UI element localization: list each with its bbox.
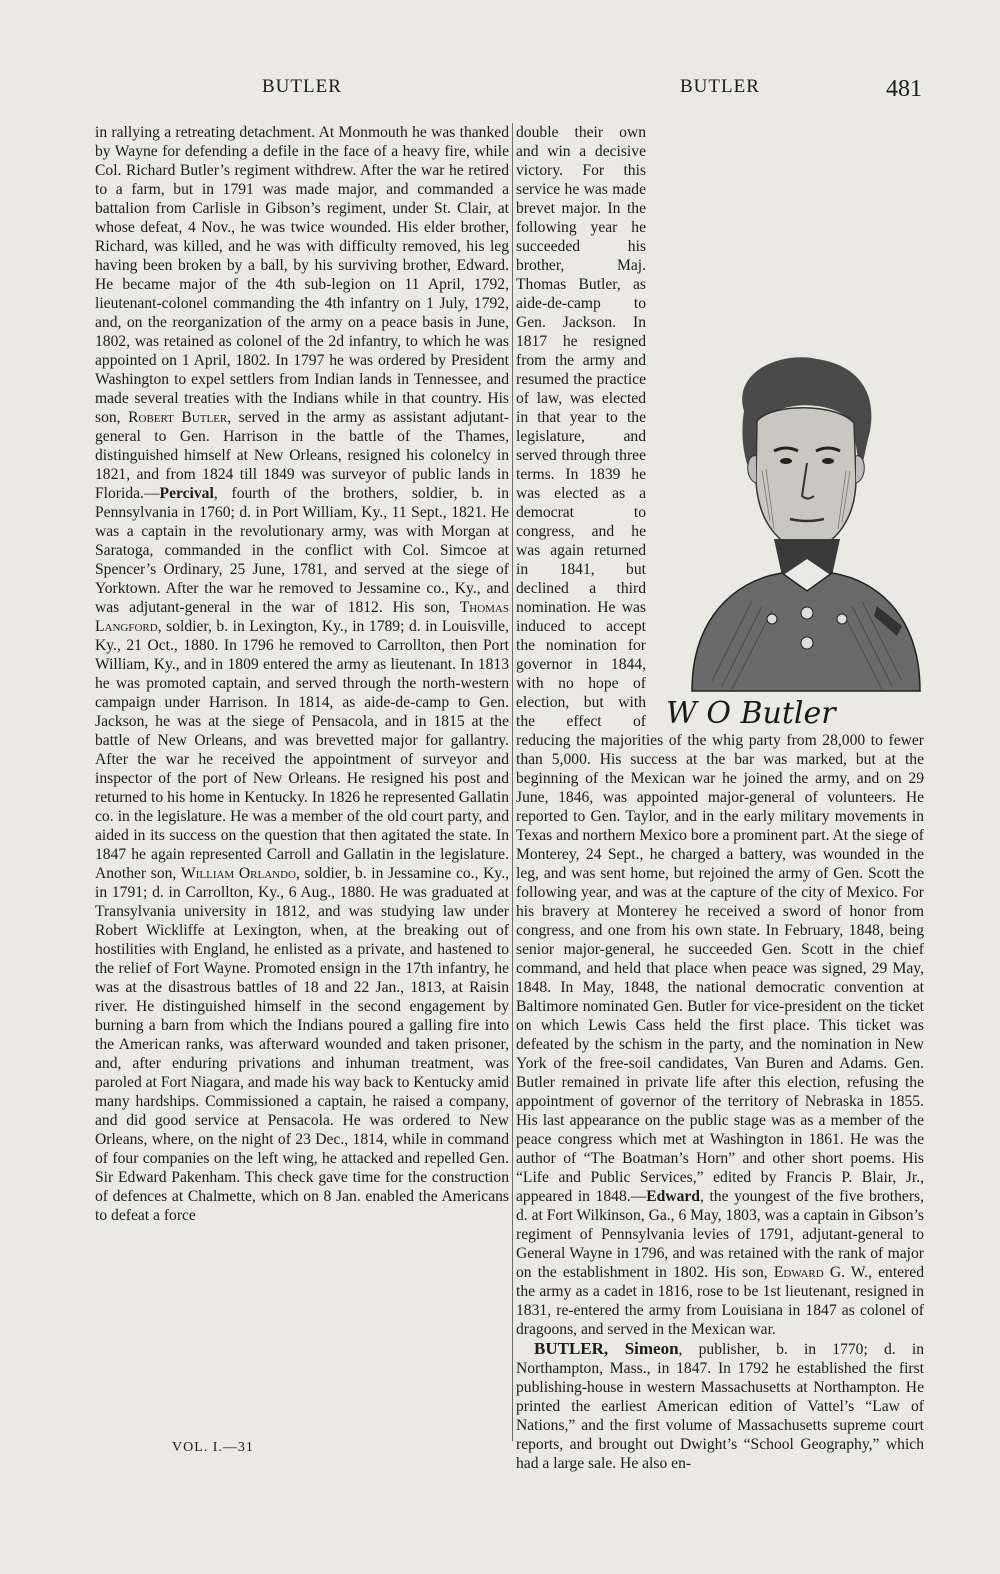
column-divider [512,123,513,1441]
text-run: in rallying a retreating detachment. At Monmouth he was thanked by Wayne for defending a defile in the face of a heavy fire, while Col. Richard Butler’s regiment withdrew. After the war he retired to a farm, but in 1791 was made major, and commanded a battalion from Carlisle in Gibson’s regiment, under St. Clair, at whose defeat, 4 Nov., he was twice wounded. His elder brother, Richard, was killed, and he was with difficulty removed, his leg having been broken by a ball, by his surviving brother, Edward. He became major of the 4th sub-legion on 11 April, 1792, lieutenant-colonel commanding the 4th infantry on 1 July, 1792, and, on the reorganization of the army on a peace basis in June, 1802, was retained as colonel of the 2d infantry, to which he was appointed on 1 April, 1802. In 1797 he was ordered by President Washington to expel settlers from Indian lands in Tennessee, and made several treaties with the Indians while in that country. His son, [95,124,509,426]
text-run: , soldier, b. in Lexington, Ky., in 1789; d. in Louisville, Ky., 21 Oct., 1880. In 1796 he removed to Carrollton, then Port William, Ky., and in 1809 entered the army as lieutenant. In 1813 he was promoted captain, and served through the north-western campaign under Harrison. In 1814, as aide-de-camp to Gen. Jackson, he was at the siege of Pensacola, and in 1815 at the battle of New Orleans, and was brevetted major for gallantry. After the war he received the appointment of surveyor and inspector of the port of New Orleans. He resigned his post and returned to his home in Kentucky. In 1826 he represented Gallatin co. in the legislature. He was a member of the old court party, and aided in its success on the question that then agitated the state. In 1847 he again represented Carroll and Gallatin in the legislature. Another son, [95,618,509,882]
left-column [95,123,509,1225]
name-william-orlando: William Orlando [181,865,296,882]
text-run: , served in the army as assistant adjutant-general to Gen. Harrison in the battle of the Thames, distinguished himself at New Orleans, resigned his colonelcy in 1821, and from 1824 till 1849 was surveyor of public lands in Florida.— [95,409,509,502]
left-column-text [95,123,509,1225]
text-run: , soldier, b. in Jessamine co., Ky., in 1791; d. in Carrollton, Ky., 6 Aug., 1880. He was graduated at Transylvania university in 1812, and was studying law under Robert Wickliffe at Lexington, when, at the breaking out of hostilities with England, he enlisted as a private, and hastened to the relief of Fort Wayne. Promoted ensign in the 17th infantry, he was at the disastrous battles of 18 and 22 Jan., 1813, at Raisin river. He distinguished himself in the second engagement by burning a barn from which the Indians poured a galling fire into the American ranks, was afterward wounded and taken prisoner, and, after enduring privations and inhuman treatment, was paroled at Fort Niagara, and made his way back to Kentucky amid many hardships. Commissioned a captain, he raised a company, and did good service at Pensacola. He was ordered to New Orleans, where, on the night of 23 Dec., 1814, while in command of four companies on the left wing, he attacked and repelled Gen. Sir Edward Pakenham. This check gave time for the construction of defences at Chalmette, which on 8 Jan. enabled the Americans to defeat a force [95,865,509,1224]
entry-edward: Edward [646,1188,700,1205]
name-robert-butler: Robert Butler [128,409,228,426]
running-head-left: BUTLER [262,76,342,97]
right-column-text [516,123,924,1339]
signature: W O Butler [666,696,836,729]
running-head-right: BUTLER [680,76,760,97]
entry-paragraph-simeon [516,1339,924,1473]
volume-signature: VOL. I.—31 [172,1440,254,1455]
name-edward-g-w: Edward G. W. [773,1264,869,1281]
text-run: , the youngest of the five brothers, d. at Fort Wilkinson, Ga., 6 May, 1803, was a captain in Gibson’s regiment of Pennsylvania levies of 1791, adjutant-general to General Wayne in 1796, and was retained with the rank of major on the establishment in 1802. His son, [516,1188,925,1281]
entry-heading-simeon: BUTLER, Simeon [534,1339,679,1358]
portrait-figure [652,351,930,729]
page-number: 481 [886,76,922,102]
text-run: , fourth of the brothers, soldier, b. in Pennsylvania in 1760; d. in Port William, Ky., 11 Sept., 1821. He was a captain in the revolutionary army, was with Morgan at Saratoga, commanded in the conflict with Col. Simcoe at Spencer’s Ordinary, 25 June, 1781, and served at the siege of Yorktown. After the war he removed to Jessamine co., Ky., and was adjutant-general in the war of 1812. His son, [95,485,509,616]
text-run: , publisher, b. in 1770; d. in Northampton, Mass., in 1847. In 1792 he established the first publishing-house in western Massachusetts at Northampton. He printed the earliest American edition of Vattel’s “Law of Nations,” and the first volume of Massachusetts supreme court reports, and brought out Dwight’s “School Geography,” which had a large sale. He also en- [516,1341,924,1472]
name-thomas-langford: Thomas Langford [95,599,509,635]
right-column [516,123,924,1473]
text-run: double their own and win a decisive victory. For this service he was made brevet major. In the following year he succeeded his brother, Maj. Thomas Butler, as aide-de-camp to Gen. Jackson. In 1817 he resigned from the army and resumed the practice of law, was elected in that year to the legislature, and served through three terms. In 1839 he was elected as a democrat to congress, and he was again returned in 1841, but declined a third nomination. He was induced to accept the nomination for governor in 1844, with no hope of election, but with the effect of reducing the majorities of the whig party from 28,000 to fewer than 5,000. His success at the bar was marked, but at the beginning of the Mexican war he joined the army, and on 29 June, 1846, was appointed major-general of volunteers. He reported to Gen. Taylor, and in the early military movements in Texas and northern Mexico bore a prominent part. At the siege of Monterey, 24 Sept., he charged a battery, was wounded in the leg, and was sent home, but rejoined the army of Gen. Scott the following year, and was at the capture of the city of Mexico. For his bravery at Monterey he received a sword of honor from congress, and one from his own state. In February, 1848, being senior major-general, he succeeded Gen. Scott in the chief command, and held that place when peace was signed, 29 May, 1848. In May, 1848, the national democratic convention at Baltimore nominated Gen. Butler for vice-president on the ticket on which Lewis Cass held the first place. This ticket was defeated by the schism in the party, and the nomination in New York of the free-soil candidates, Van Buren and Adams. Gen. Butler remained in private life after this election, refusing the appointment of governor of the territory of Nebraska in 1855. His last appearance on the public stage was as a member of the peace congress which met at Washington in 1861. He was the author of “The Boatman’s Horn” and other short poems. His “Life and Public Services,” edited by Francis P. Blair, Jr., appeared in 1848.— [516,124,924,1205]
entry-percival: Percival [159,485,214,502]
text-run: , entered the army as a cadet in 1816, rose to be 1st lieutenant, resigned in 1831, re-entered the army from Louisiana in 1847 as colonel of dragoons, and served in the Mexican war. [516,1264,925,1338]
portrait-engraving [652,351,930,729]
